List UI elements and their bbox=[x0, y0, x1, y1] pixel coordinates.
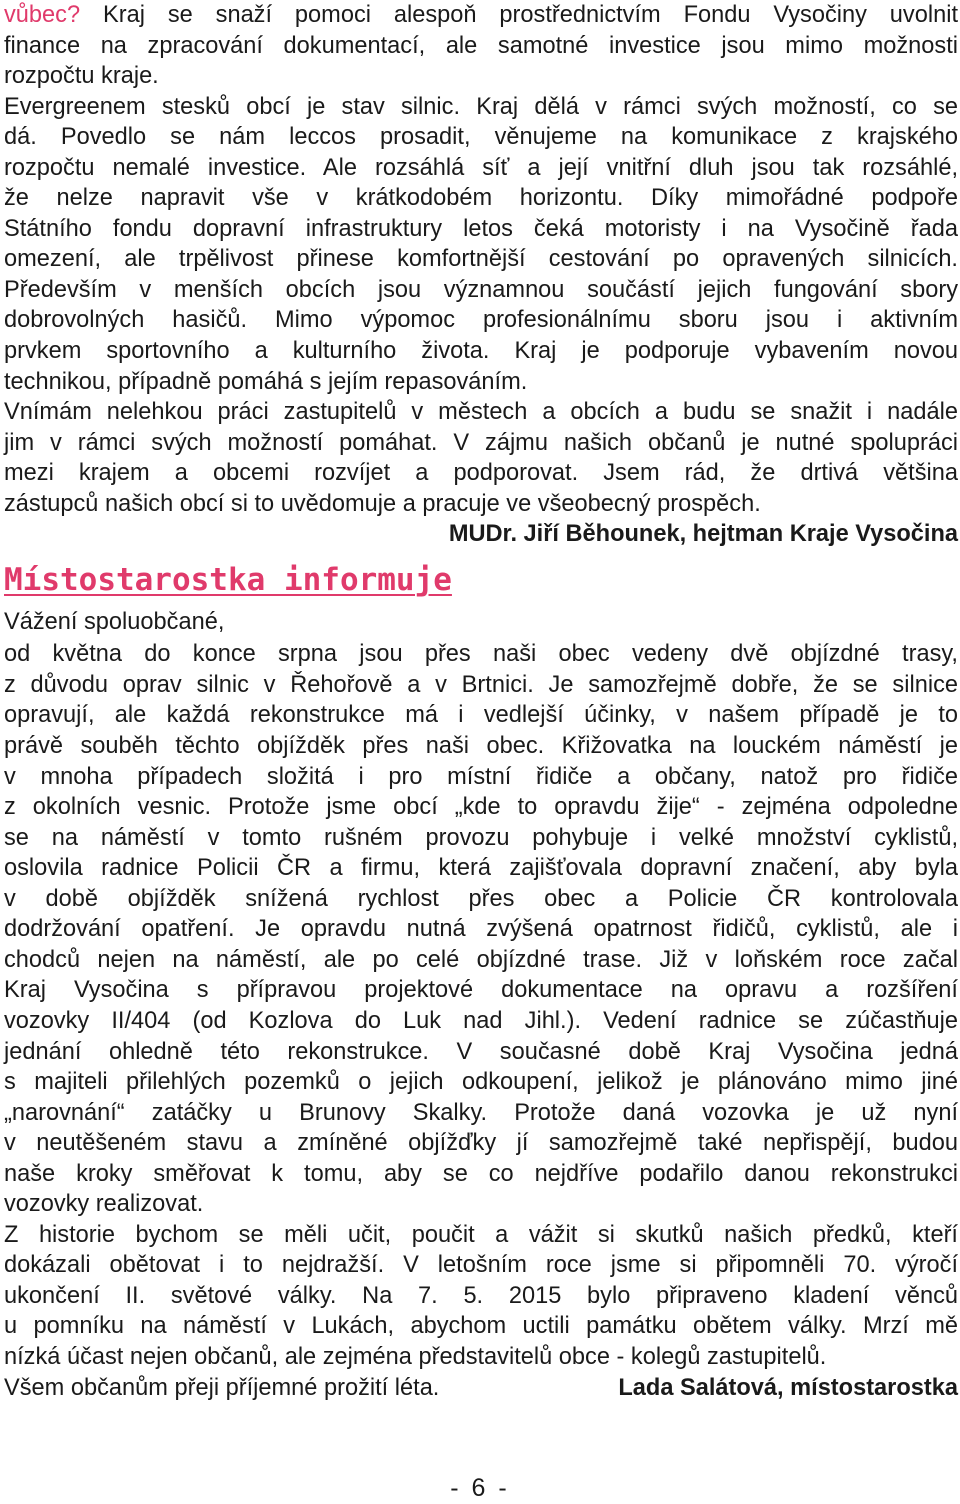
text-line: naše kroky směřovat k tomu, aby se co nejdříve podařilo danou rekonstrukci bbox=[4, 1160, 958, 1187]
text-line: oslovila radnice Policii ČR a firmu, která zajišťovala dopravní značení, aby byla bbox=[4, 855, 958, 882]
text-line: z okolních vesnic. Protože jsme obcí „kde to opravdu žije“ - zejména odpoledne bbox=[4, 794, 958, 821]
text-line: mezi krajem a obcemi rozvíjet a podporovat. Jsem rád, že drtivá většina bbox=[4, 460, 958, 487]
text-line: nízká účast nejen občanů, ale zejména představitelů obce - kolegů zastupitelů. bbox=[4, 1343, 827, 1370]
text-line: rozpočtu kraje. bbox=[4, 63, 159, 90]
text-line: že nelze napravit vše v krátkodobém horizontu. Díky mimořádné podpoře bbox=[4, 185, 958, 212]
text-line: „narovnání“ zatáčky u Brunovy Skalky. Protože daná vozovka je už nyní bbox=[4, 1099, 958, 1126]
text-line: od května do konce srpna jsou přes naši obec vedeny dvě objízdné trasy, bbox=[4, 641, 958, 668]
text-line: v době objížděk snížená rychlost přes obec a Policie ČR kontrolovala bbox=[4, 885, 958, 912]
text-line: opravují, ale každá rekonstrukce má i vedlejší účinky, v našem případě je to bbox=[4, 702, 958, 729]
text-line: finance na zpracování dokumentací, ale samotné investice jsou mimo možnosti bbox=[4, 32, 958, 59]
text-line: Z historie bychom se měli učit, poučit a vážit si skutků našich předků, kteří bbox=[4, 1221, 958, 1248]
text-line: Evergreenem stesků obcí je stav silnic. Kraj dělá v rámci svých možností, co se bbox=[4, 93, 958, 120]
text-line: zástupců našich obcí si to uvědomuje a pracuje ve všeobecný prospěch. bbox=[4, 490, 761, 517]
signature-mistostarostka: Lada Salátová, místostarostka bbox=[618, 1374, 958, 1401]
text-line: vozovky realizovat. bbox=[4, 1191, 204, 1218]
text-line: vůbec? Kraj se snaží pomoci alespoň prostřednictvím Fondu Vysočiny uvolnit bbox=[4, 2, 958, 28]
text-line: Státního fondu dopravní infrastruktury letos čeká motoristy i na Vysočině řada bbox=[4, 215, 958, 242]
text-line: Především v menších obcích jsou významnou součástí jejich fungování sbory bbox=[4, 276, 958, 303]
text-line: s majiteli přilehlých pozemků o jejich odkoupení, jelikož je plánováno mimo jiné bbox=[4, 1069, 958, 1096]
text-line: v neutěšeném stavu a zmíněné objížďky jí samozřejmě také nepřispějí, budou bbox=[4, 1130, 958, 1157]
text-line: ukončení II. světové války. Na 7. 5. 2015 bylo připraveno kladení věnců bbox=[4, 1282, 958, 1309]
text-line: Kraj Vysočina s přípravou projektové dokumentace na opravu a rozšíření bbox=[4, 977, 958, 1004]
article-hejtman bbox=[4, 0, 958, 550]
text-line: omezení, ale trpělivost přinese komfortnější cestování po opravených silnicích. bbox=[4, 246, 958, 273]
page-content bbox=[4, 0, 958, 1403]
salutation: Vážení spoluobčané, bbox=[4, 608, 225, 635]
text-line: z důvodu oprav silnic v Řehořově a v Brtnici. Je samozřejmě dobře, že se silnice bbox=[4, 671, 958, 698]
text-line: dodržování opatření. Je opravdu nutná zvýšená opatrnost řidičů, cyklistů, ale i bbox=[4, 916, 958, 943]
signature-hejtman: MUDr. Jiří Běhounek, hejtman Kraje Vysočina bbox=[448, 521, 958, 548]
text-line: Vnímám nelehkou práci zastupitelů v městech a obcích a budu se snažit i nadále bbox=[4, 399, 958, 426]
text-line: technikou, případně pomáhá s jejím repasováním. bbox=[4, 368, 528, 395]
text-line: se na náměstí v tomto rušném provozu pohybuje i velké množství cyklistů, bbox=[4, 824, 958, 851]
text-line: dokázali obětovat i to nejdražší. V letošním roce jsme si připomněli 70. výročí bbox=[4, 1252, 958, 1279]
text-line: prvkem sportovního a kulturního života. Kraj je podporuje vybavením novou bbox=[4, 338, 958, 365]
text-line: právě souběh těchto objížděk přes naši obec. Křižovatka na louckém náměstí je bbox=[4, 733, 958, 760]
text-line: jim v rámci svých možností pomáhat. V zájmu našich občanů je nutné spolupráci bbox=[4, 429, 958, 456]
closing-line bbox=[4, 1373, 958, 1404]
text-line: vozovky II/404 (od Kozlova do Luk nad Jihl.). Vedení radnice se zúčastňuje bbox=[4, 1007, 958, 1034]
page-number: - 6 - bbox=[450, 1474, 510, 1502]
section-heading: Místostarostka informuje bbox=[4, 561, 452, 598]
text-line: dá. Povedlo se nám leccos prosadit, věnujeme na komunikace z krajského bbox=[4, 124, 958, 151]
article-mistostarostka bbox=[4, 607, 958, 1403]
text-line: dobrovolných hasičů. Mimo výpomoc profesionálnímu sboru jsou i aktivním bbox=[4, 307, 958, 334]
text-line: v mnoha případech složitá i pro místní řidiče a občany, natož pro řidiče bbox=[4, 763, 958, 790]
text-line: jednání ohledně této rekonstrukce. V současné době Kraj Vysočina jedná bbox=[4, 1038, 958, 1065]
text-line: chodců nejen na náměstí, ale po celé objízdné trase. Již v loňském roce začal bbox=[4, 946, 958, 973]
closing-text: Všem občanům přeji příjemné prožití léta. bbox=[4, 1374, 440, 1401]
text-line: u pomníku na náměstí v Lukách, abychom uctili památku obětem války. Mrzí mě bbox=[4, 1313, 958, 1340]
text-line: rozpočtu nemalé investice. Ale rozsáhlá síť a její vnitřní dluh jsou tak rozsáhlé, bbox=[4, 154, 958, 181]
